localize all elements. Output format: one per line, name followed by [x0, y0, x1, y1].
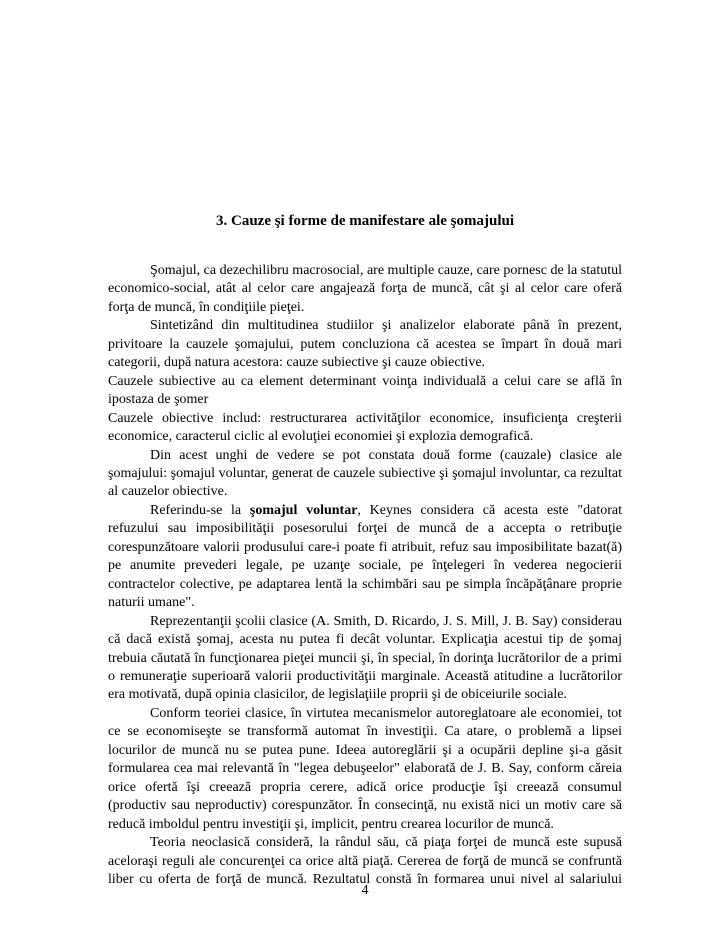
- paragraph-text: Referindu-se la: [150, 502, 250, 518]
- paragraph: Şomajul, ca dezechilibru macrosocial, are multiple cauze, care pornesc de la statutul economico-social, atât al celor care angajează forţa de muncă, cât şi al celor care oferă forţa de muncă, în condiţiile pieţei.: [108, 263, 622, 315]
- paragraph: Sintetizând din multitudinea studiilor şi analizelor elaborate până în prezent, privitoare la cauzele şomajului, putem concluziona că acestea se împart în două mari categorii, după natura acestora: cauze subiective şi cauze obiective.: [108, 318, 622, 371]
- document-body: [108, 262, 622, 889]
- paragraph: [108, 502, 622, 613]
- bold-term: şomajul voluntar: [249, 502, 358, 518]
- section-title: 3. Cauze şi forme de manifestare ale şomajului: [215, 213, 514, 229]
- paragraph: Reprezentanţii şcolii clasice (A. Smith, D. Ricardo, J. S. Mill, J. B. Say) considerau că dacă există şomaj, acesta nu putea fi decât voluntar. Explicaţia acestui tip de şomaj trebuia căutată în funcţionarea pieţei muncii şi, în special, în dorinţa lucrătorilor de a primi o remuneraţie superioară valorii productivităţii marginale. Această atitudine a lucrătorilor era motivată, după opinia clasicilor, de legislaţiile proprii şi de obiceiurile sociale.: [108, 613, 622, 703]
- page-number: 4: [361, 883, 369, 898]
- paragraph: Conform teoriei clasice, în virtutea mecanismelor autoreglatoare ale economiei, tot ce se economiseşte se transformă automat în investiţii. Ca atare, o problemă a lipsei locurilor de muncă nu se putea pune. Ideea autoreglării şi a ocupării depline şi-a găsit formularea cea mai relevantă în "legea debuşeelor" elaborată de J. B. Say, conform căreia orice ofertă îşi creează propria cerere, adică orice producţie îşi creează consumul (productiv sau neproductiv) corespunzător. În consecinţă, nu există nici un motiv care să reducă imboldul pentru investiţii şi, implicit, pentru crearea locurilor de muncă.: [108, 705, 622, 832]
- paragraph: Cauzele obiective includ: restructurarea activităţilor economice, insuficienţa creşterii economice, caracterul ciclic al evoluţiei economiei şi explozia demografică.: [108, 410, 622, 445]
- paragraph: Din acest unghi de vedere se pot constata două forme (cauzale) clasice ale şomajului: şomajul voluntar, generat de cauzele subiective şi şomajul involuntar, ca rezultat al cauzelor obiective.: [108, 447, 622, 500]
- paragraph: Cauzele subiective au ca element determinant voinţa individuală a celui care se află în ipostaza de şomer: [108, 373, 622, 408]
- paragraph-text: , Keynes considera că acesta este "datorat refuzului sau imposibilităţii posesorului forţei de muncă de a accepta o retribuţie corespunzătoare valorii produsului care-i poate fi atribuit, refuz sau imposibilitate bazat(ă) pe anumite prevederi legale, pe uzanţe sociale, pe înţelegeri în vederea negocierii contractelor colective, pe adaptarea lentă la schimbări sau pe simpla încăpăţânare proprie naturii umane".: [108, 502, 622, 611]
- paragraph: Teoria neoclasică consideră, la rândul său, că piaţa forţei de muncă este supusă aceloraşi reguli ale concurenţei ca orice altă piaţă. Cererea de forţă de muncă se confruntă liber cu oferta de forţă de muncă. Rezultatul constă în formarea unui nivel al salariului: [108, 835, 622, 887]
